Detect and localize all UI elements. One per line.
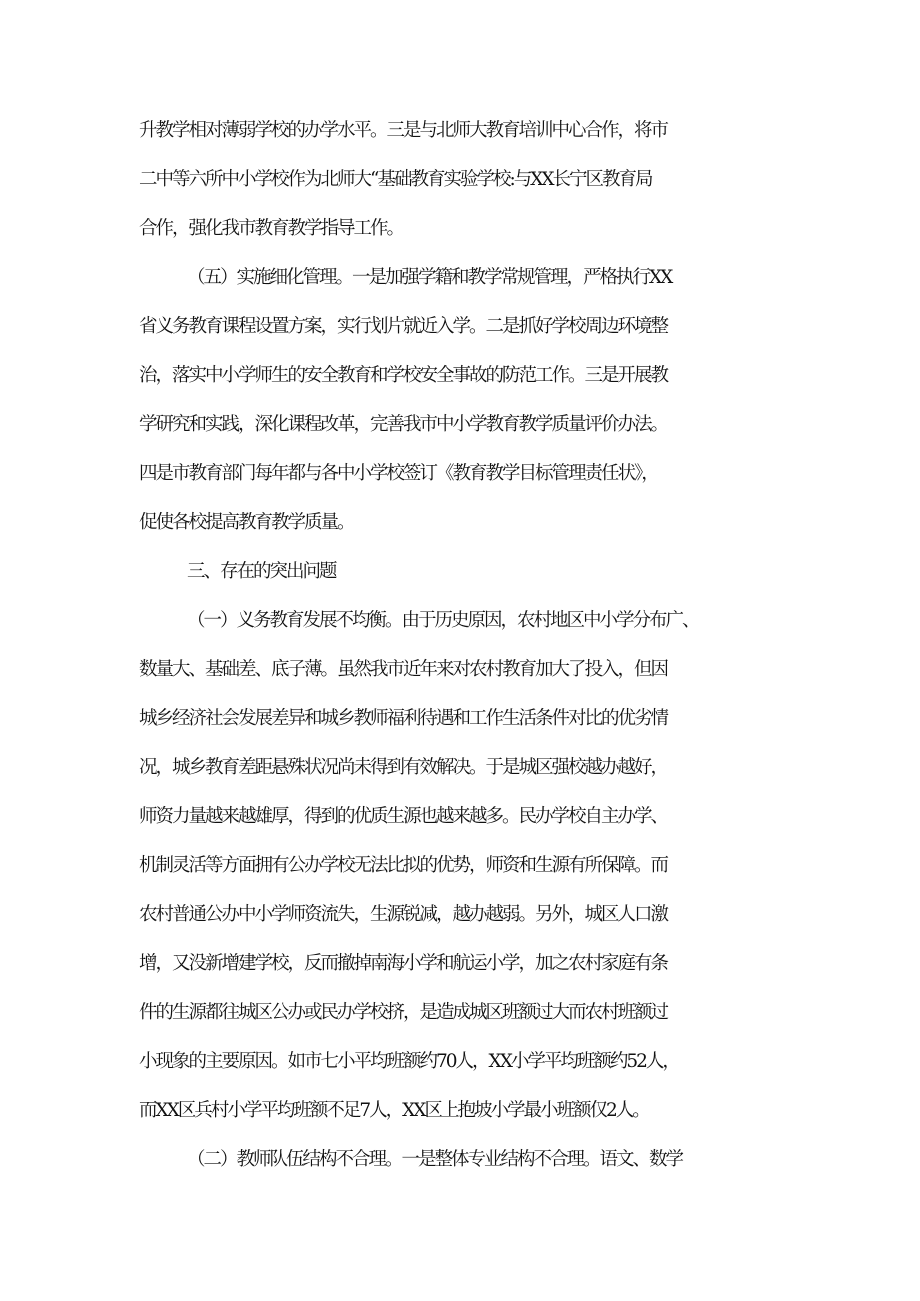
text-line: 机制灵活等方面拥有公办学校无法比拟的优势，师资和生源有所保障。而 [139,855,668,876]
text-line: 治，落实中小学师生的安全教育和学校安全事故的防范工作。三是开展教 [139,365,668,386]
text-line: 二中等六所中小学校作为北师大“基础教育实验学校:与XX长宁区教育局 [139,169,652,190]
text-line: 件的生源都往城区公办或民办学校挤，是造成城区班额过大而农村班额过 [139,1002,668,1023]
text-line: 况，城乡教育差距悬殊状况尚未得到有效解决。于是城区强校越办越好， [139,757,668,778]
text-line: 学研究和实践，深化课程改革，完善我市中小学教育教学质量评价办法。 [139,414,668,435]
paragraph-heading: （五）实施细化管理。一是加强学籍和教学常规管理，严格执行XX [187,267,672,288]
text-line: 小现象的主要原因。如市七小平均班额约70人，XX小学平均班额约52人， [139,1051,679,1072]
paragraph-heading: （二）教师队伍结构不合理。一是整体专业结构不合理。语文、数学 [187,1149,683,1170]
text-line: 增，又没新增建学校，反而撤掉南海小学和航运小学，加之农村家庭有条 [139,953,668,974]
section-heading: 三、存在的突出问题 [187,561,336,582]
text-line: 合作，强化我市教育教学指导工作。 [139,218,404,239]
text-line: 而XX区兵村小学平均班额不足7人，XX区上抱坡小学最小班额仅2人。 [139,1100,649,1121]
text-line: 省义务教育课程设置方案，实行划片就近入学。二是抓好学校周边环境整 [139,316,668,337]
paragraph-heading: （一）义务教育发展不均衡。由于历史原因，农村地区中小学分布广、 [187,610,699,631]
text-line: 数量大、基础差、底子薄。虽然我市近年来对农村教育加大了投入，但因 [139,659,668,680]
text-line: 四是市教育部门每年都与各中小学校签订《教育教学目标管理责任状》， [139,463,658,484]
text-line: 促使各校提高教育教学质量。 [139,512,354,533]
text-line: 师资力量越来越雄厚，得到的优质生源也越来越多。民办学校自主办学、 [139,806,668,827]
text-line: 农村普通公办中小学师资流失，生源锐减，越办越弱。另外，城区人口激 [139,904,668,925]
text-line: 城乡经济社会发展差异和城乡教师福利待遇和工作生活条件对比的优劣情 [139,708,668,729]
text-line: 升教学相对薄弱学校的办学水平。三是与北师大教育培训中心合作，将市 [139,120,668,141]
